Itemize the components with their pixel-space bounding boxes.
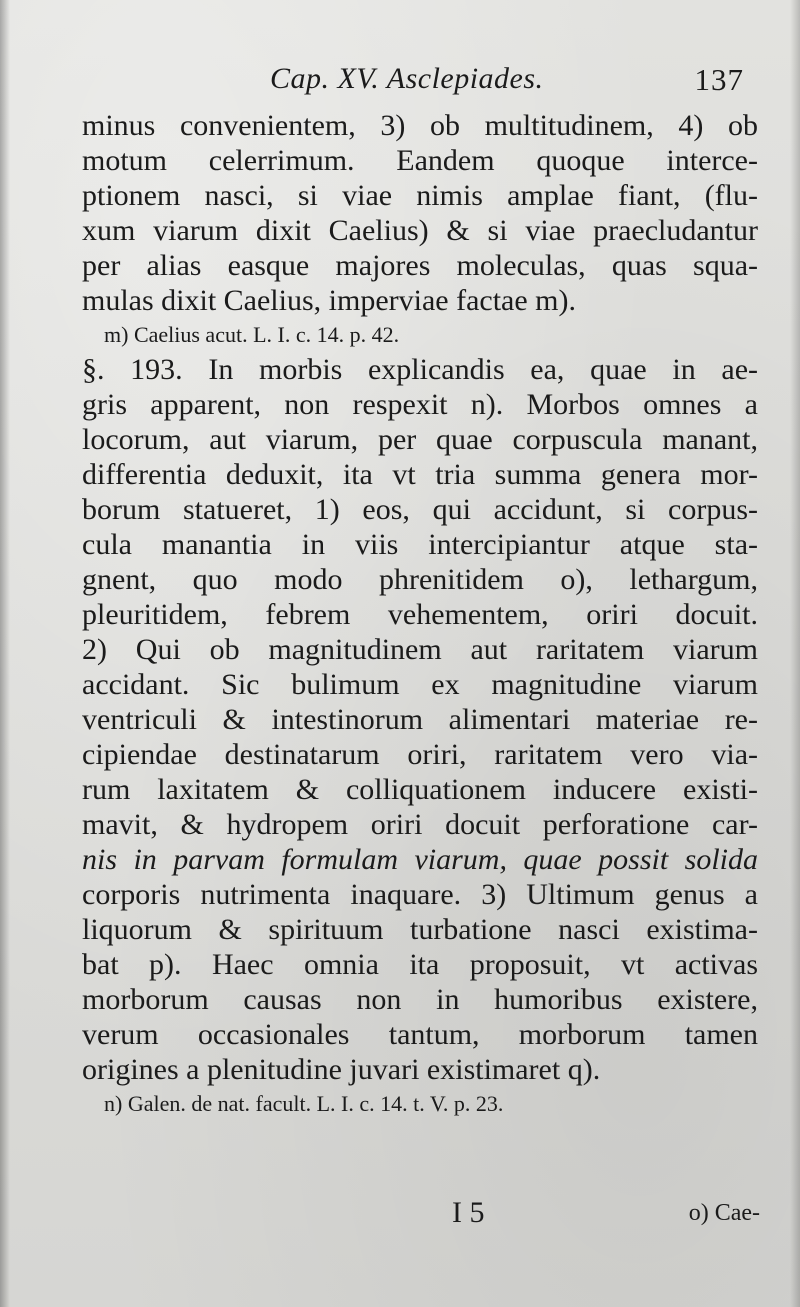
text-line: per alias easque majores moleculas, quas squa-	[82, 249, 758, 282]
page-shadow-right	[790, 0, 800, 1307]
text-line: ptionem nasci, si viae nimis amplae fiant, (flu-	[82, 179, 758, 212]
text-line: rum laxitatem & colliquationem inducere existi-	[82, 773, 758, 806]
text-line: xum viarum dixit Caelius) & si viae praecludantur	[82, 214, 758, 247]
text-line: pleuritidem, febrem vehementem, oriri docuit.	[82, 598, 758, 631]
text-line: locorum, aut viarum, per quae corpuscula manant,	[82, 423, 758, 456]
text-line: cipiendae destinatarum oriri, raritatem vero via-	[82, 738, 758, 771]
text-line: bat p). Haec omnia ita proposuit, vt activas	[82, 948, 758, 981]
page-number: 137	[694, 62, 744, 97]
text-line: §. 193. In morbis explicandis ea, quae in ae-	[82, 353, 758, 386]
text-line: accidant. Sic bulimum ex magnitudine viarum	[82, 668, 758, 701]
signature-mark: I 5	[452, 1196, 485, 1229]
text-line: gnent, quo modo phrenitidem o), lethargum,	[82, 563, 758, 596]
body-text	[82, 108, 758, 1121]
text-line: minus convenientem, 3) ob multitudinem, 4) ob	[82, 109, 758, 142]
text-line: ventriculi & intestinorum alimentari materiae re-	[82, 703, 758, 736]
page-footer	[440, 1196, 760, 1232]
text-line: gris apparent, non respexit n). Morbos omnes a	[82, 388, 758, 421]
text-line: liquorum & spirituum turbatione nasci existima-	[82, 913, 758, 946]
running-title: Cap. XV. Asclepiades.	[270, 62, 544, 95]
text-line: cula manantia in viis intercipiantur atque sta-	[82, 528, 758, 561]
text-line: 2) Qui ob magnitudinem aut raritatem viarum	[82, 633, 758, 666]
footnote-m: m) Caelius acut. L. I. c. 14. p. 42.	[104, 322, 400, 347]
page-shadow-left	[0, 0, 10, 1307]
text-line: borum statueret, 1) eos, qui accidunt, si corpus-	[82, 493, 758, 526]
text-line: mavit, & hydropem oriri docuit perforatione car-	[82, 808, 758, 841]
text-line: differentia deduxit, ita vt tria summa genera mor-	[82, 458, 758, 491]
text-line: verum occasionales tantum, morborum tamen	[82, 1018, 758, 1051]
footnote-n: n) Galen. de nat. facult. L. I. c. 14. t. V. p. 23.	[104, 1091, 504, 1116]
running-head	[90, 62, 744, 102]
text-line: morborum causas non in humoribus existere,	[82, 983, 758, 1016]
text-line: origines a plenitudine juvari existimaret q).	[82, 1053, 601, 1086]
text-line: motum celerrimum. Eandem quoque interce-	[82, 144, 758, 177]
text-line: mulas dixit Caelius, imperviae factae m).	[82, 284, 577, 317]
text-line: nis in parvam formulam viarum, quae possit solida	[82, 843, 758, 876]
text-line: corporis nutrimenta inaquare. 3) Ultimum genus a	[82, 878, 758, 911]
catchword: o) Cae-	[688, 1200, 760, 1226]
